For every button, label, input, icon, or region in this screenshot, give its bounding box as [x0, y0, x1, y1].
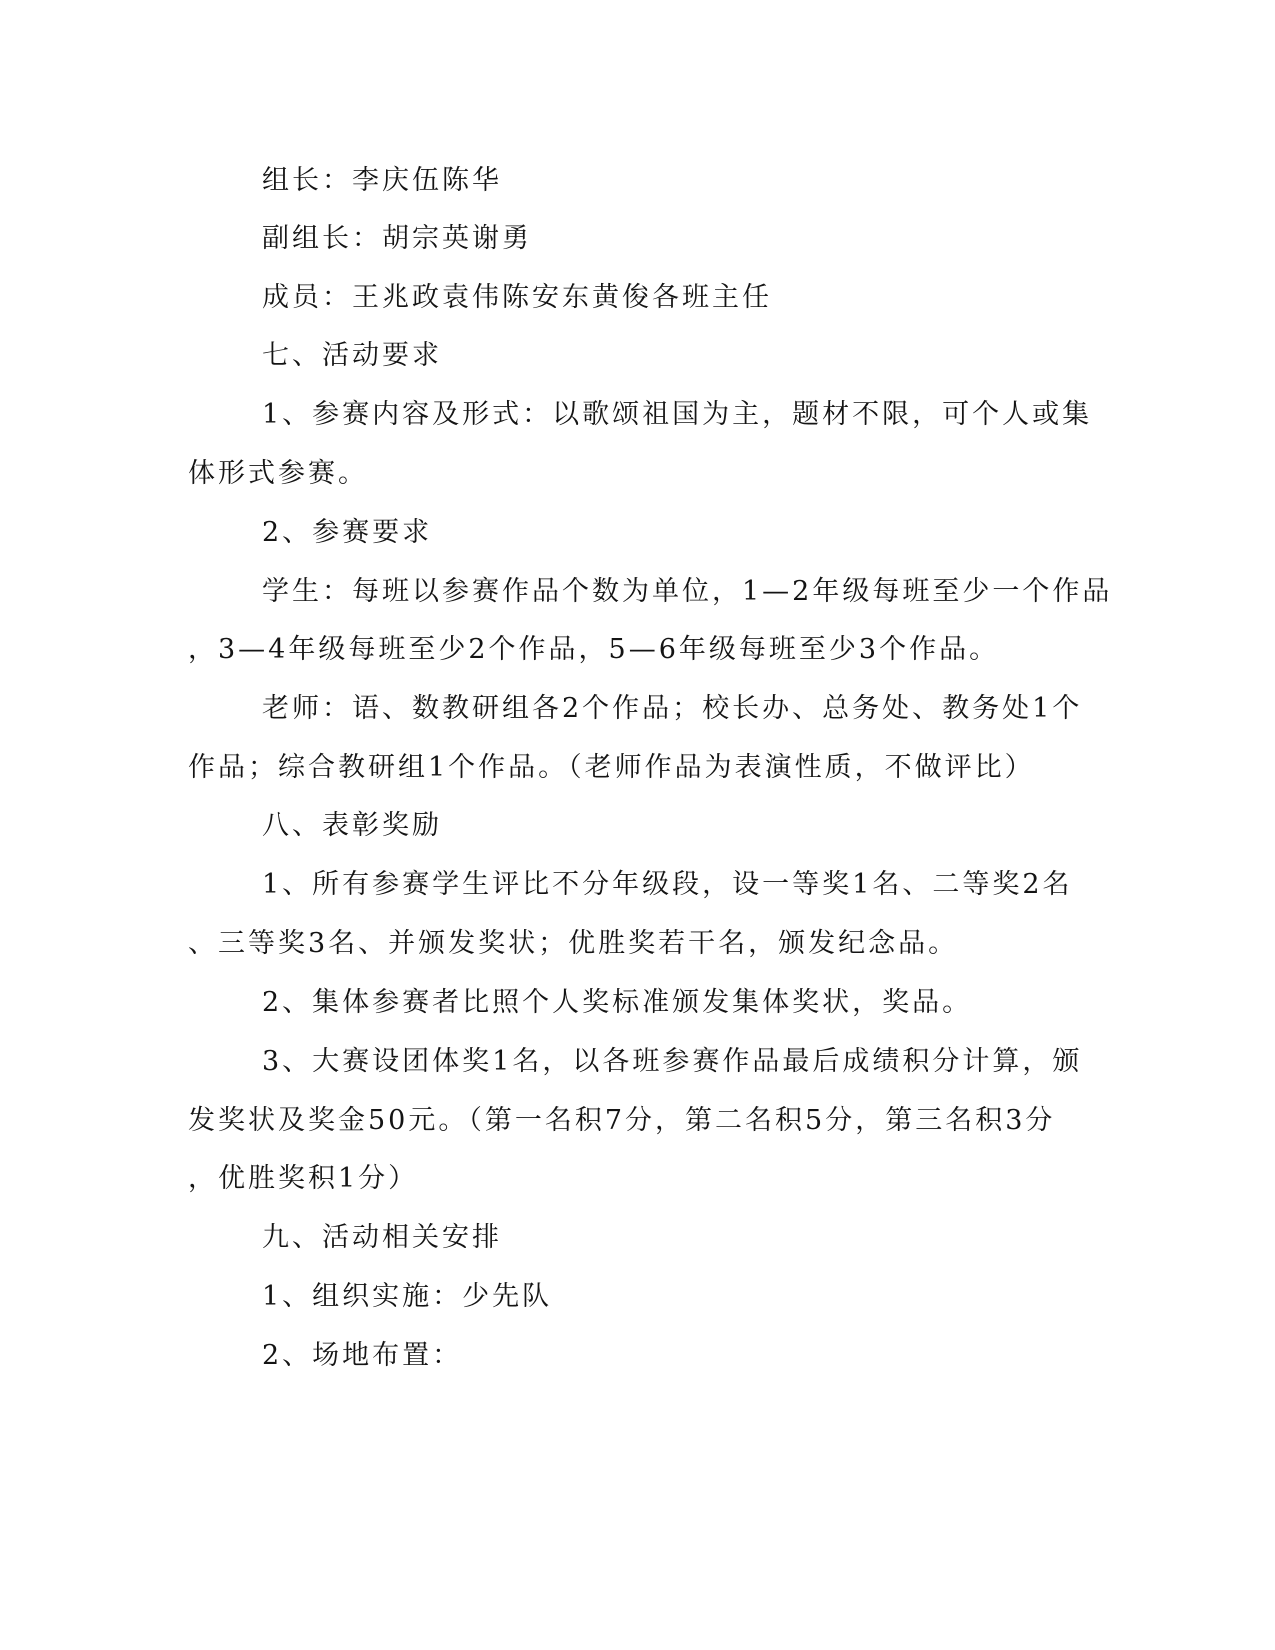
paragraph-line: 2、集体参赛者比照个人奖标准颁发集体奖状，奖品。 — [262, 987, 973, 1018]
paragraph-line: 1、组织实施：少先队 — [262, 1281, 553, 1312]
paragraph-line: 体形式参赛。 — [188, 458, 368, 489]
paragraph-line: ，优胜奖积1分） — [188, 1163, 419, 1194]
paragraph-line: 老师：语、数教研组各2个作品；校长办、总务处、教务处1个 — [262, 693, 1083, 724]
paragraph-line: 1、参赛内容及形式：以歌颂祖国为主，题材不限，可个人或集 — [262, 399, 1093, 430]
members-line: 成员：王兆政袁伟陈安东黄俊各班主任 — [262, 282, 772, 313]
paragraph-line: 2、场地布置： — [262, 1340, 463, 1371]
section-heading-seven: 七、活动要求 — [262, 340, 442, 371]
subheading-requirements: 2、参赛要求 — [262, 517, 433, 548]
section-heading-eight: 八、表彰奖励 — [262, 810, 442, 841]
paragraph-line: 1、所有参赛学生评比不分年级段，设一等奖1名、二等奖2名 — [262, 869, 1073, 900]
paragraph-line: 3、大赛设团体奖1名，以各班参赛作品最后成绩积分计算，颁 — [262, 1046, 1083, 1077]
paragraph-line: 发奖状及奖金50元。（第一名积7分，第二名积5分，第三名积3分 — [188, 1105, 1056, 1136]
leader-line: 组长：李庆伍陈华 — [262, 165, 502, 196]
paragraph-line: 学生：每班以参赛作品个数为单位，1—2年级每班至少一个作品 — [262, 576, 1113, 607]
paragraph-line: ，3—4年级每班至少2个作品，5—6年级每班至少3个作品。 — [188, 634, 1000, 665]
section-heading-nine: 九、活动相关安排 — [262, 1222, 502, 1253]
deputy-leader-line: 副组长：胡宗英谢勇 — [262, 223, 532, 254]
paragraph-line: 、三等奖3名、并颁发奖状；优胜奖若干名，颁发纪念品。 — [188, 928, 959, 959]
paragraph-line: 作品；综合教研组1个作品。（老师作品为表演性质，不做评比） — [188, 752, 1035, 783]
